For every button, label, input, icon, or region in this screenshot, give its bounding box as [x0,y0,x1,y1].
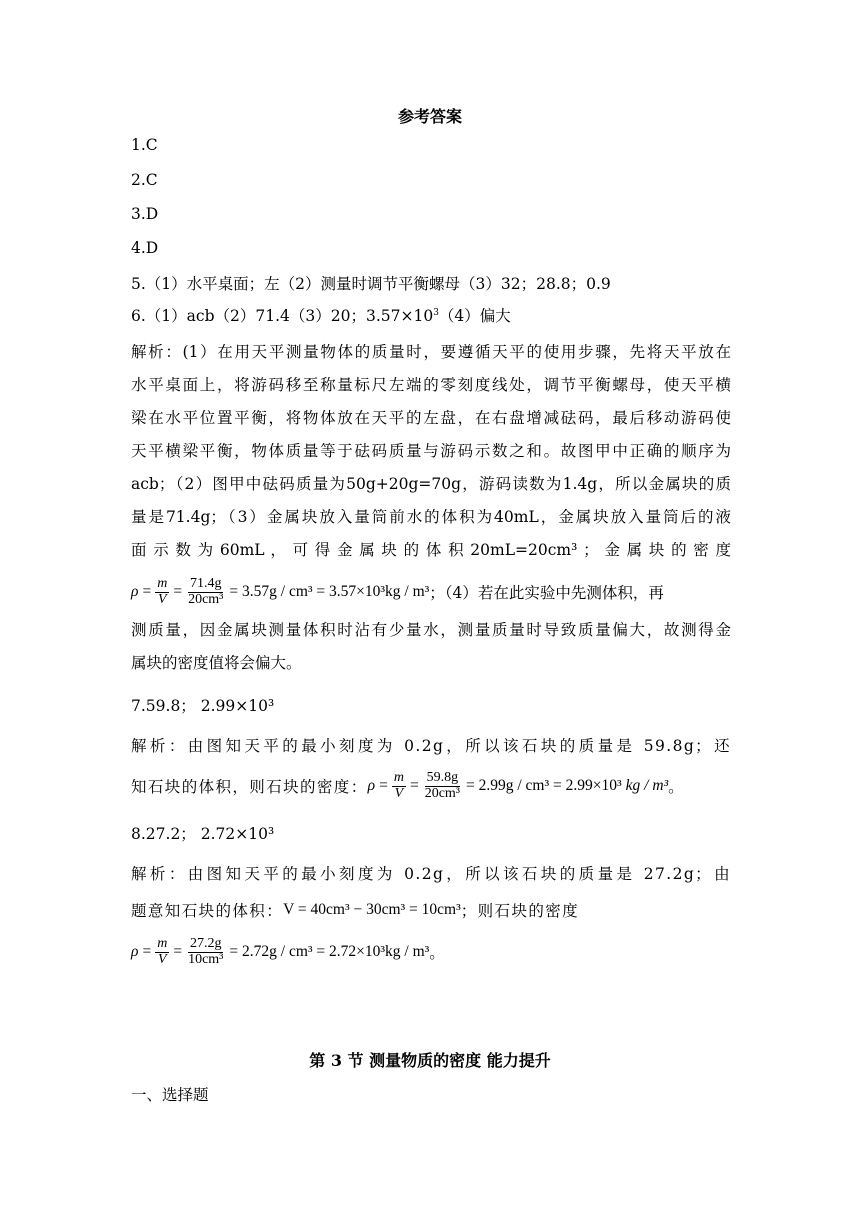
q8-line: 解析：由图知天平的最小刻度为 0.2g，所以该石块的质量是 27.2g；由 [131,865,731,883]
answer-4: 4.D [131,239,159,257]
q7-line: 解析：由图知天平的最小刻度为 0.2g，所以该石块的质量是 59.8g；还 [131,737,731,755]
q6-line: acb；（2）图甲中砝码质量为50g+20g=70g，游码读数为1.4g，所以金属块的质 [131,475,731,493]
section-title: 第 3 节 测量物质的密度 能力提升 [309,1051,551,1070]
q6-explanation-end [131,614,731,680]
q7-explanation [131,730,731,763]
q6-explanation [131,336,731,567]
q8-density-formula: ρ = $\frac{m}{V}$ = $\frac{27.2g}{\text{10cm³}}$ = 2.72g / cm³ = 2.72×10³kg / m³ 。 [131,935,445,967]
section-subtitle: 一、选择题 [131,1086,209,1104]
q6-density-formula: ρ = $\frac{m}{V}$ = $\frac{71.4g}{\text{20cm³}}$ = 3.57g / cm³ = 3.57×10³kg / m³ ；（4）若在此实验中先测体积，再 [131,575,664,607]
q6-line: 解析：(1）在用天平测量物体的质量时，要遵循天平的使用步骤，先将天平放在 [131,343,731,361]
q6-line: 测质量，因金属块测量体积时沾有少量水，测量质量时导致质量偏大，故测得金 [131,621,731,639]
q7-density-formula: 知石块的体积，则石块的密度： ρ = $\frac{m}{V}$ = $\frac{59.8g}{\text{20cm³}}$ = 2.99g / cm³ = 2.99×10³ kg / m³ 。 [131,769,686,801]
q6-line: 面 示 数 为 60mL ， 可 得 金 属 块 的 体 积 20mL=20cm³ ； 金 属 块 的 密 度 [131,541,731,559]
answer-2: 2.C [131,171,158,189]
q6-line: 天平横梁平衡，物体质量等于砝码质量与游码示数之和。故图甲中正确的顺序为 [131,442,731,460]
answer-6: 6.（1）acb（2）71.4（3）20；$3.57\times 10^3(4)$偏大 [131,307,511,325]
q6-line: 量是71.4g；（3）金属块放入量筒前水的体积为40mL，金属块放入量筒后的液 [131,508,731,526]
answer-3: 3.D [131,205,159,223]
answers-title: 参考答案 [397,107,462,126]
q8-explanation [131,858,731,891]
answer-1: 1.C [131,136,158,154]
q6-line: 水平桌面上，将游码移至称量标尺左端的零刻度线处，调节平衡螺母，使天平横 [131,376,731,394]
answer-8: 8.27.2； 2.72×10³ [131,825,275,843]
q6-line: 梁在水平位置平衡，将物体放在天平的左盘，在右盘增减砝码，最后移动游码使 [131,409,731,427]
answer-7: 7.59.8； 2.99×10³ [131,697,275,715]
q8-volume-line: 题意知石块的体积： V = 40cm³ − 30cm³ = 10cm³ ；则石块的密度 [131,901,580,920]
answer-5: 5.（1）水平桌面；左（2）测量时调节平衡螺母（3）32；28.8；0.9 [131,275,611,293]
q6-line: 属块的密度值将会偏大。 [131,654,302,672]
